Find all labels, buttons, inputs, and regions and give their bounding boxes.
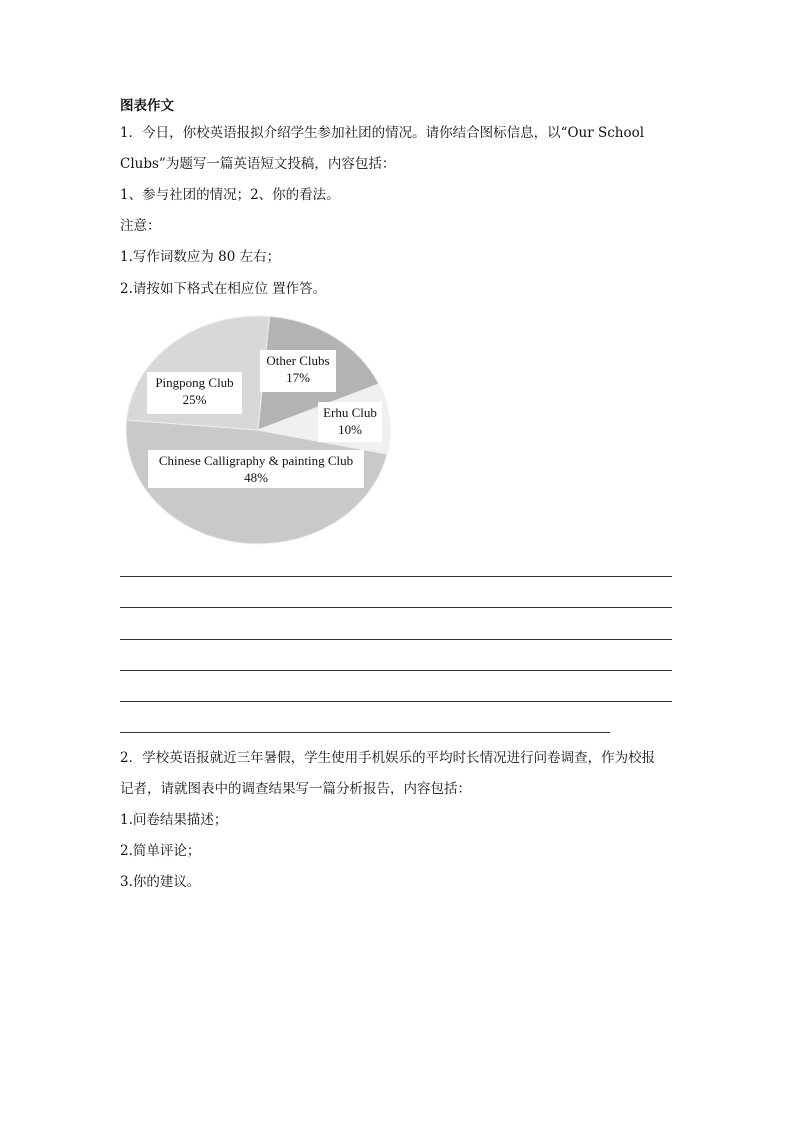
q1-content-points: 1、参与社团的情况；2、你的看法。 bbox=[120, 187, 340, 203]
q1-note-format: 2.请按如下格式在相应位 置作答。 bbox=[120, 281, 327, 297]
q2-item-1: 1.问卷结果描述； bbox=[120, 812, 228, 828]
q1-prompt-line-2: Clubs”为题写一篇英语短文投稿，内容包括： bbox=[120, 156, 396, 172]
answer-line-2[interactable] bbox=[120, 607, 672, 608]
q1-note-word-count: 1.写作词数应为 80 左右； bbox=[120, 249, 281, 265]
category-label: Pingpong Club bbox=[155, 375, 234, 390]
pie-label-pingpong-club bbox=[147, 372, 242, 414]
q1-note-label: 注意： bbox=[120, 218, 161, 234]
category-label: Other Clubs bbox=[266, 353, 330, 368]
category-label: Chinese Calligraphy & painting Club bbox=[158, 453, 354, 468]
section-title: 图表作文 bbox=[120, 98, 174, 114]
pie-label-erhu-club bbox=[318, 402, 382, 442]
pie-label-chinese-calligraphy-painting-club bbox=[148, 450, 364, 488]
q2-prompt-line-1: 2．学校英语报就近三年暑假，学生使用手机娱乐的平均时长情况进行问卷调查，作为校报 bbox=[120, 750, 656, 766]
pie-label-other-clubs bbox=[260, 350, 336, 392]
value-label: 10% bbox=[338, 422, 362, 437]
category-label: Erhu Club bbox=[323, 405, 377, 420]
club-pie-chart bbox=[120, 310, 396, 550]
q1-prompt-line-1: 1．今日，你校英语报拟介绍学生参加社团的情况。请你结合图标信息，以“Our School bbox=[120, 125, 645, 141]
q2-item-2: 2.简单评论； bbox=[120, 843, 201, 859]
answer-line-3[interactable] bbox=[120, 639, 672, 640]
answer-line-6[interactable] bbox=[120, 732, 610, 733]
q2-prompt-line-2: 记者，请就图表中的调查结果写一篇分析报告，内容包括： bbox=[120, 781, 471, 797]
q2-item-3: 3.你的建议。 bbox=[120, 874, 201, 890]
answer-line-4[interactable] bbox=[120, 670, 672, 671]
value-label: 25% bbox=[182, 392, 207, 407]
value-label: 17% bbox=[286, 370, 310, 385]
answer-line-1[interactable] bbox=[120, 576, 672, 577]
answer-line-5[interactable] bbox=[120, 701, 672, 702]
value-label: 48% bbox=[244, 470, 268, 485]
